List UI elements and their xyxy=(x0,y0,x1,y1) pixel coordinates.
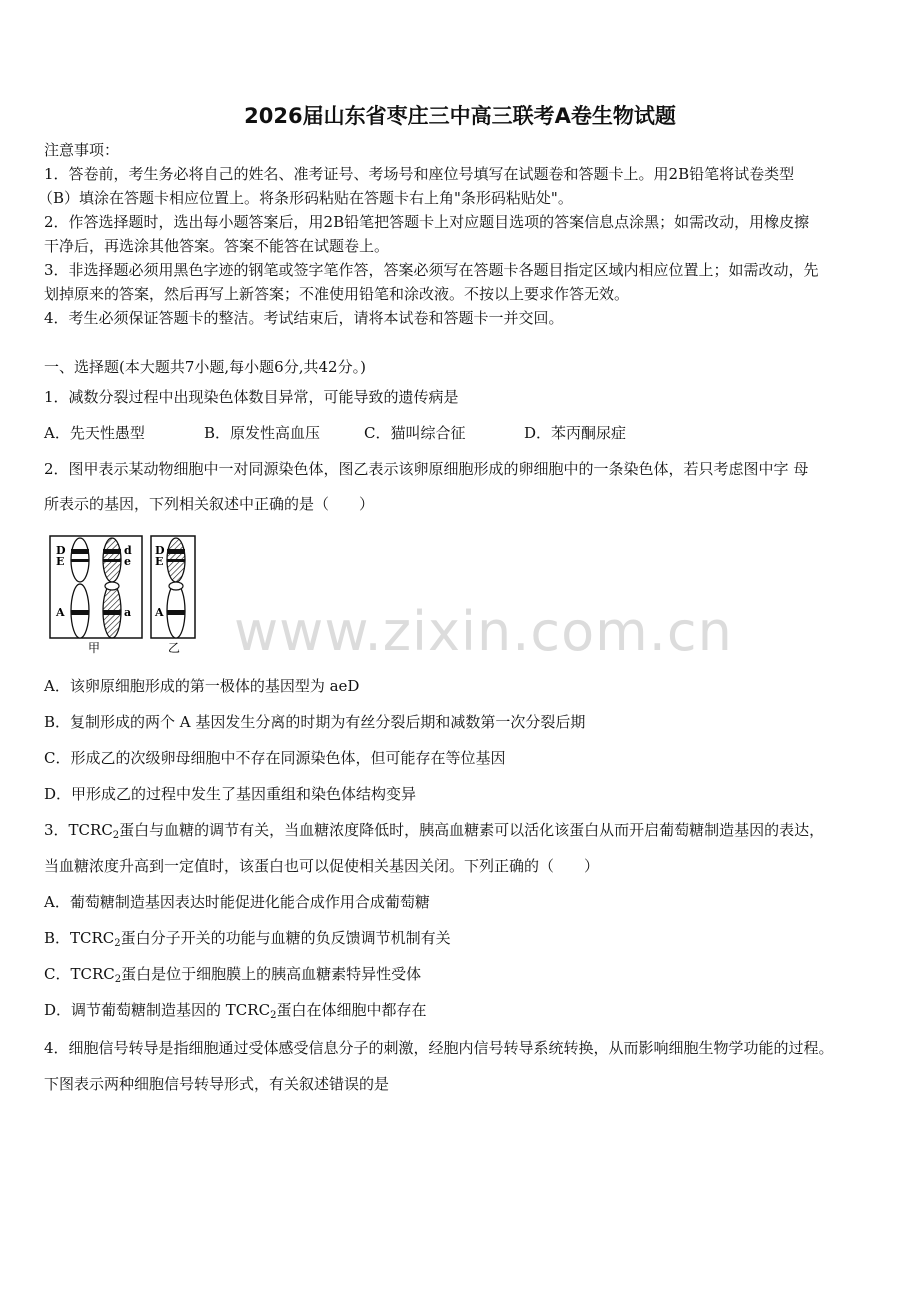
notice-line-4: 干净后，再选涂其他答案。答案不能答在试题卷上。 xyxy=(44,237,390,255)
gene-A-jia: A xyxy=(56,606,65,619)
q2-option-d[interactable]: D．甲形成乙的过程中发生了基因重组和染色体结构变异 xyxy=(44,785,417,803)
notice-line-1: 1．答卷前，考生务必将自己的姓名、准考证号、考场号和座位号填写在试题卷和答题卡上。用2B铅笔将试卷类型 xyxy=(44,165,795,183)
notice-line-2: （B）填涂在答题卡相应位置上。将条形码粘贴在答题卡右上角"条形码粘贴处"。 xyxy=(38,189,573,207)
q3-option-d[interactable] xyxy=(44,1000,426,1020)
q4-stem-line-2: 下图表示两种细胞信号转导形式，有关叙述错误的是 xyxy=(44,1075,390,1093)
q3-option-b-rest: 蛋白分子开关的功能与血糖的负反馈调节机制有关 xyxy=(120,929,451,947)
q2-option-b[interactable]: B．复制形成的两个 A 基因发生分离的时期为有丝分裂后期和减数第一次分裂后期 xyxy=(44,713,586,731)
q3-subscript: 2 xyxy=(112,830,120,841)
chromosome-jia-right xyxy=(103,538,121,638)
q1-option-b[interactable]: B．原发性高血压 xyxy=(204,424,321,442)
gene-D-yi: D xyxy=(155,544,165,557)
q1-option-c[interactable]: C．猫叫综合征 xyxy=(364,424,466,442)
figure-label-yi: 乙 xyxy=(168,641,181,654)
q3-option-d-subscript: 2 xyxy=(270,1010,277,1021)
q3-option-c[interactable] xyxy=(44,964,421,984)
q3-option-a[interactable]: A．葡萄糖制造基因表达时能促进化能合成作用合成葡萄糖 xyxy=(44,893,430,911)
q3-stem-line-1 xyxy=(44,820,824,840)
notice-heading: 注意事项： xyxy=(44,141,120,159)
q3-option-c-prefix: C．TCRC xyxy=(44,965,115,983)
q1-stem: 1．减数分裂过程中出现染色体数目异常，可能导致的遗传病是 xyxy=(44,388,459,406)
gene-D-jia: D xyxy=(56,544,66,557)
q1-option-d[interactable]: D．苯丙酮尿症 xyxy=(524,424,627,442)
q4-stem-line-1: 4．细胞信号转导是指细胞通过受体感受信息分子的刺激，经胞内信号转导系统转换，从而影响细胞生物学功能的过程。 xyxy=(44,1039,834,1057)
q3-option-c-subscript: 2 xyxy=(114,974,122,985)
gene-A-yi: A xyxy=(155,606,164,619)
q2-option-a[interactable]: A．该卵原细胞形成的第一极体的基因型为 aeD xyxy=(44,677,360,695)
q3-option-d-prefix: D．调节葡萄糖制造基因的 TCRC xyxy=(44,1001,271,1019)
q3-option-d-rest: 蛋白在体细胞中都存在 xyxy=(276,1001,427,1019)
q3-option-b-subscript: 2 xyxy=(114,938,121,949)
chromosome-yi xyxy=(167,538,185,638)
q3-stem-prefix: 3．TCRC xyxy=(44,821,113,839)
q3-stem-line-2: 当血糖浓度升高到一定值时，该蛋白也可以促使相关基因关闭。下列正确的（ ） xyxy=(44,857,600,875)
gene-E-jia: E xyxy=(56,555,65,568)
q3-option-b-prefix: B．TCRC xyxy=(44,929,115,947)
q3-stem-rest: 蛋白与血糖的调节有关，当血糖浓度降低时，胰高血糖素可以活化该蛋白从而开启葡萄糖制造基因的表达， xyxy=(119,821,825,839)
notice-line-5: 3．非选择题必须用黑色字迹的钢笔或签字笔作答，答案必须写在答题卡各题目指定区域内相应位置上；如需改动，先 xyxy=(44,261,819,279)
notice-line-3: 2．作答选择题时，选出每小题答案后，用2B铅笔把答题卡上对应题目选项的答案信息点涂黑；如需改动，用橡皮擦 xyxy=(44,213,810,231)
gene-E-yi: E xyxy=(155,555,164,568)
q2-option-c[interactable]: C．形成乙的次级卵母细胞中不存在同源染色体，但可能存在等位基因 xyxy=(44,749,506,767)
gene-d-jia: d xyxy=(124,544,132,557)
q1-options xyxy=(44,423,627,443)
gene-a-jia: a xyxy=(124,606,132,619)
watermark: www.zixin.com.cn xyxy=(234,600,733,663)
q3-option-b[interactable] xyxy=(44,928,451,948)
chromosome-jia-left xyxy=(71,538,89,638)
notice-line-7: 4．考生必须保证答题卡的整洁。考试结束后，请将本试卷和答题卡一并交回。 xyxy=(44,309,564,327)
exam-title: 2026届山东省枣庄三中高三联考A卷生物试题 xyxy=(244,104,676,128)
figure-label-jia: 甲 xyxy=(88,641,101,654)
q3-option-c-rest: 蛋白是位于细胞膜上的胰高血糖素特异性受体 xyxy=(121,965,422,983)
section-heading: 一、选择题(本大题共7小题,每小题6分,共42分。) xyxy=(44,358,366,376)
q1-option-a[interactable]: A．先天性愚型 xyxy=(44,424,145,442)
gene-e-jia: e xyxy=(124,555,131,568)
notice-line-6: 划掉原来的答案，然后再写上新答案；不准使用铅笔和涂改液。不按以上要求作答无效。 xyxy=(44,285,630,303)
q2-stem-line-2: 所表示的基因，下列相关叙述中正确的是（ ） xyxy=(44,495,375,513)
chromosome-figure xyxy=(48,534,198,654)
q2-stem-line-1: 2．图甲表示某动物细胞中一对同源染色体，图乙表示该卵原细胞形成的卵细胞中的一条染色体，若只考虑图中字 母 xyxy=(44,460,809,478)
